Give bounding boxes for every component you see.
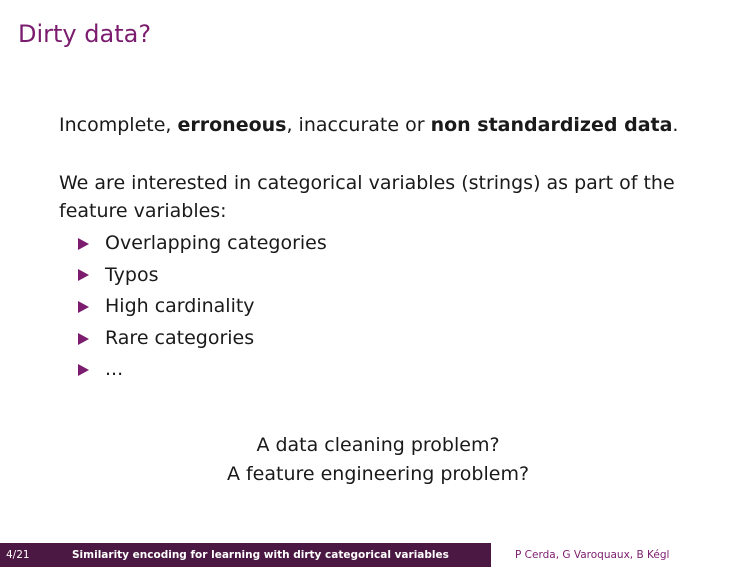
footer-bar [0,543,756,567]
bullet-item [78,291,327,323]
question-feature-engineering: A feature engineering problem? [226,463,530,485]
intro-bold-erroneous: erroneous [177,114,287,136]
bullet-item [78,228,327,260]
bullet-text: Overlapping categories [105,232,327,254]
triangle-bullet-icon [78,364,89,376]
slide-title: Dirty data? [18,20,152,48]
intro-text-3: . [672,114,679,136]
bullet-text: Typos [105,263,159,286]
presentation-title: Similarity encoding for learning with dirty categorical variables [72,549,449,561]
bullet-item [78,354,327,386]
intro-bold-non-standardized: non standardized data [430,114,673,136]
triangle-bullet-icon [78,301,89,313]
intro-sentence [59,111,699,139]
intro-text-2: , inaccurate or [286,114,431,136]
bullet-text: ... [105,358,124,381]
question-data-cleaning: A data cleaning problem? [256,434,500,456]
triangle-bullet-icon [78,238,89,250]
triangle-bullet-icon [78,269,89,281]
bullet-item [78,260,327,292]
intro-text-1: Incomplete, [59,114,178,136]
footer-authors: P Cerda, G Varoquaux, B Kégl [491,543,756,567]
bullet-list [78,228,327,386]
footer-left-panel [0,543,491,567]
bullet-text: High cardinality [105,295,255,318]
triangle-bullet-icon [78,333,89,345]
bullet-text: Rare categories [105,326,255,349]
questions-block [0,431,756,489]
bullet-item [78,323,327,355]
interest-paragraph: We are interested in categorical variables (strings) as part of the feature variables: [59,172,675,222]
page-number: 4/21 [6,549,30,561]
